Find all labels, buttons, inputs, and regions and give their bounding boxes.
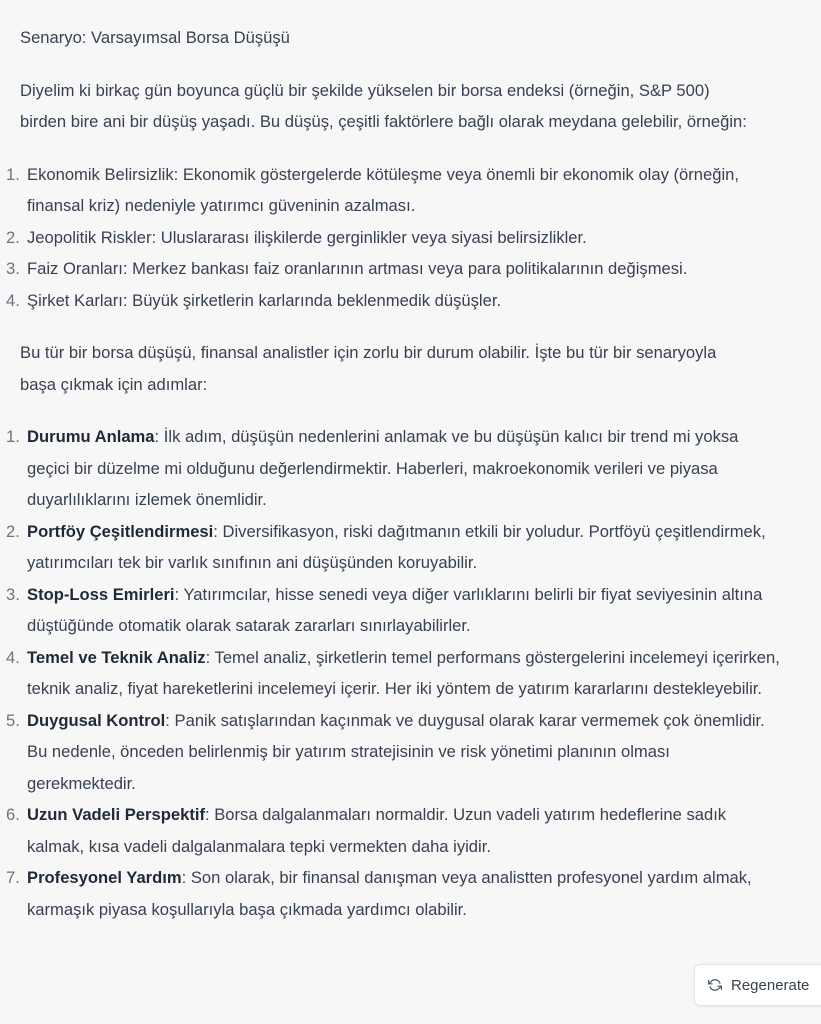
factors-list [6, 159, 781, 317]
list-item-text: Şirket Karları: Büyük şirketlerin karlarında beklenmedik düşüşler. [27, 290, 502, 310]
regenerate-button[interactable] [694, 964, 821, 1006]
steps-list [6, 421, 781, 925]
list-item [6, 579, 781, 642]
list-number: 2. [6, 227, 20, 247]
list-number: 2. [6, 521, 20, 541]
step-text: : Yatırımcılar, hisse senedi veya diğer varlıklarını belirli bir fiyat seviyesinin altına düştüğünde otomatik olarak satarak zararları sınırlayabilirler. [27, 584, 763, 635]
list-number: 5. [6, 710, 20, 730]
list-number: 4. [6, 290, 20, 310]
step-term: Profesyonel Yardım [27, 868, 182, 887]
list-number: 3. [6, 584, 20, 604]
list-item [6, 642, 781, 705]
step-text: : İlk adım, düşüşün nedenlerini anlamak ve bu düşüşün kalıcı bir trend mi yoksa geçici bir düzelme mi olduğunu değerlendirmektir. Haberleri, makroekonomik verileri ve piyasa duyarlılıklarını izlemek önemlidir. [27, 427, 739, 509]
step-term: Uzun Vadeli Perspektif [27, 805, 205, 824]
list-item [6, 705, 781, 800]
step-text: : Diversifikasyon, riski dağıtmanın etkili bir yoludur. Portföyü çeşitlendirmek, yatırımcıları tek bir varlık sınıfının ani düşüşünden koruyabilir. [27, 521, 766, 572]
list-item [6, 222, 781, 254]
step-text: : Son olarak, bir finansal danışman veya analistten profesyonel yardım almak, karmaşık piyasa koşullarıyla başa çıkmada yardımcı olabilir. [27, 868, 752, 919]
list-number: 1. [6, 164, 20, 184]
list-number: 6. [6, 805, 20, 824]
list-item [6, 285, 781, 317]
list-item [6, 862, 781, 925]
list-item [6, 516, 781, 579]
list-item-text: Jeopolitik Riskler: Uluslararası ilişkilerde gerginlikler veya siyasi belirsizlikler. [27, 227, 587, 247]
refresh-icon [708, 978, 722, 992]
step-term: Stop-Loss Emirleri [27, 584, 175, 604]
list-item-text: Faiz Oranları: Merkez bankası faiz oranlarının artması veya para politikalarının değişmesi. [27, 259, 688, 278]
steps-intro-paragraph: Bu tür bir borsa düşüşü, finansal analistler için zorlu bir durum olabilir. İşte bu tür bir senaryoyla başa çıkmak için adımlar: [20, 343, 717, 394]
step-term: Portföy Çeşitlendirmesi [27, 521, 214, 541]
list-item [6, 799, 781, 862]
step-text: : Borsa dalgalanmaları normaldir. Uzun vadeli yatırım hedeflerine sadık kalmak, kısa vadeli dalgalanmalara tepki vermekten daha iyidir. [27, 805, 727, 856]
list-item [6, 253, 781, 285]
step-term: Duygusal Kontrol [27, 710, 166, 730]
list-number: 7. [6, 868, 20, 887]
list-item [6, 159, 781, 222]
step-text: : Panik satışlarından kaçınmak ve duygusal olarak karar vermemek çok önemlidir. Bu nedenle, önceden belirlenmiş bir yatırım stratejisinin ve risk yönetimi planının olması gerekmektedir. [27, 710, 765, 793]
list-number: 4. [6, 647, 20, 667]
step-term: Durumu Anlama [27, 427, 155, 446]
intro-paragraph: Diyelim ki birkaç gün boyunca güçlü bir şekilde yükselen bir borsa endeksi (örneğin, S&P 500) birden bire ani bir düşüş yaşadı. Bu düşüş, çeşitli faktörlere bağlı olarak meydana gelebilir, örneğin: [20, 80, 747, 131]
step-term: Temel ve Teknik Analiz [27, 647, 206, 667]
regenerate-label: Regenerate [731, 976, 810, 994]
list-item-text: Ekonomik Belirsizlik: Ekonomik göstergelerde kötüleşme veya önemli bir ekonomik olay (örneğin, finansal kriz) nedeniyle yatırımcı güveninin azalması. [27, 164, 739, 215]
message-title: Senaryo: Varsayımsal Borsa Düşüşü [20, 28, 290, 47]
list-number: 3. [6, 259, 20, 278]
list-item [6, 421, 781, 516]
step-text: : Temel analiz, şirketlerin temel performans göstergelerini incelemeyi içerirken, teknik analiz, fiyat hareketlerini incelemeyi içerir. Her iki yöntem de yatırım kararlarını destekleyebilir. [27, 647, 780, 698]
list-number: 1. [6, 427, 20, 446]
